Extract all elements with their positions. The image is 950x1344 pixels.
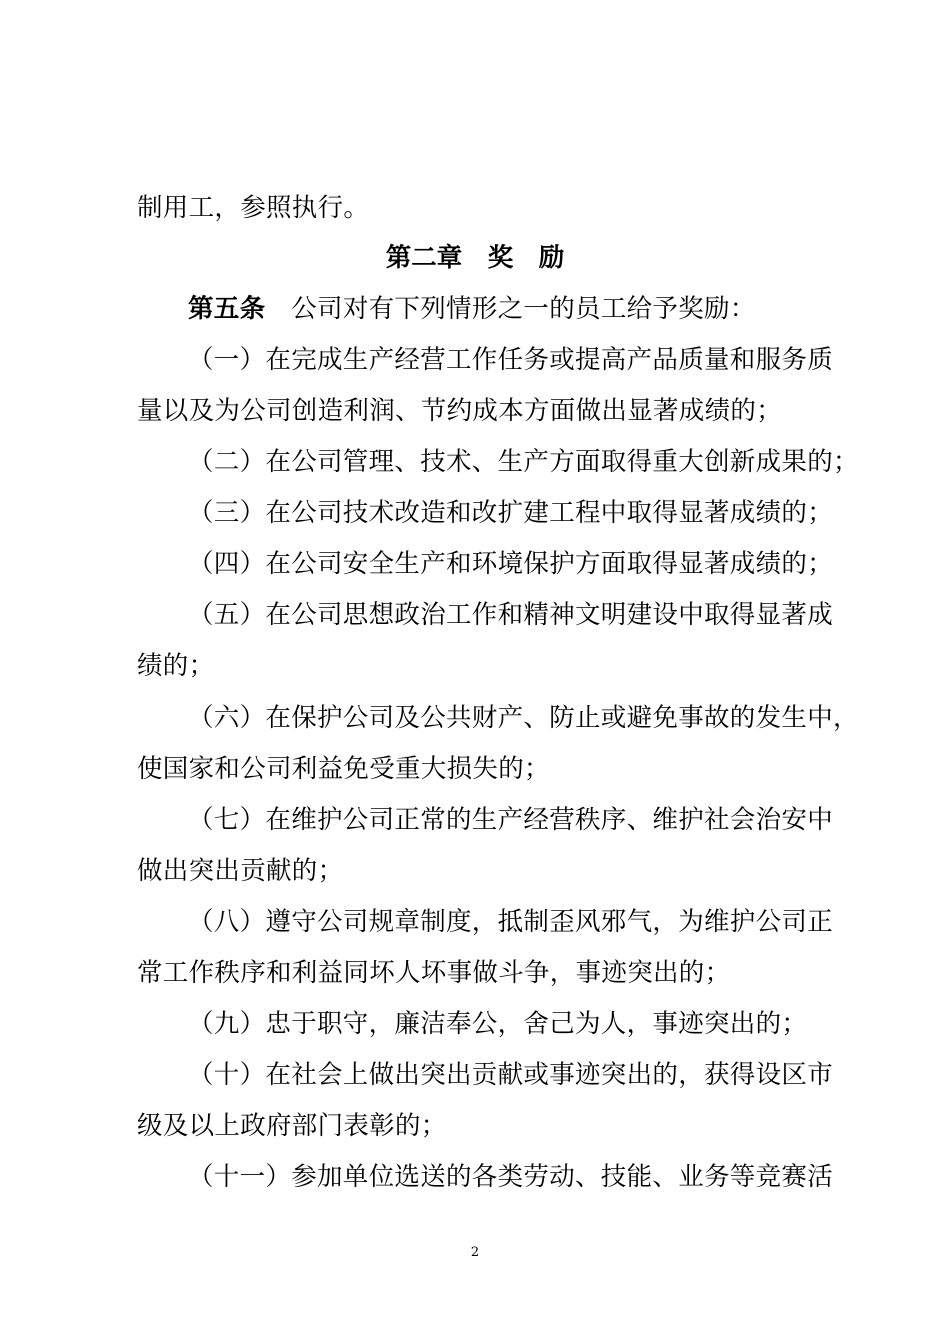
list-item-line: （二）在公司管理、技术、生产方面取得重大创新成果的； [188,447,859,477]
list-item-line: （九）忠于职守，廉洁奉公，舍己为人，事迹突出的； [188,1009,808,1039]
list-item-line: （十一）参加单位选送的各类劳动、技能、业务等竞赛活 [188,1162,834,1192]
list-item-line: 级及以上政府部门表彰的； [137,1111,447,1141]
list-item-line: （四）在公司安全生产和环境保护方面取得显著成绩的； [188,549,834,579]
list-item-line: （一）在完成生产经营工作任务或提高产品质量和服务质 [188,345,834,375]
list-item-line: （五）在公司思想政治工作和精神文明建设中取得显著成 [188,600,834,630]
list-item-line: 做出突出贡献的； [137,856,344,886]
article-heading [188,293,756,325]
page-number: 2 [470,1245,480,1260]
list-item-line: （八）遵守公司规章制度，抵制歪风邪气，为维护公司正 [188,907,834,937]
chapter-title: 第二章 奖 励 [385,243,565,273]
article-number: 第五条 [188,294,266,324]
list-item-line: （十）在社会上做出突出贡献或事迹突出的，获得设区市 [188,1060,834,1090]
list-item-line: （六）在保护公司及公共财产、防止或避免事故的发生中， [188,703,859,733]
list-item-line: 绩的； [137,651,215,681]
list-item-line: 量以及为公司创造利润、节约成本方面做出显著成绩的； [137,396,783,426]
article-intro: 公司对有下列情形之一的员工给予奖励： [291,294,756,324]
list-item-line: 常工作秩序和利益同坏人坏事做斗争，事迹突出的； [137,958,731,988]
list-item-line: （七）在维护公司正常的生产经营秩序、维护社会治安中 [188,805,834,835]
list-item-line: （三）在公司技术改造和改扩建工程中取得显著成绩的； [188,498,834,528]
carry-over-text: 制用工，参照执行。 [137,193,370,223]
list-item-line: 使国家和公司利益免受重大损失的； [137,754,550,784]
